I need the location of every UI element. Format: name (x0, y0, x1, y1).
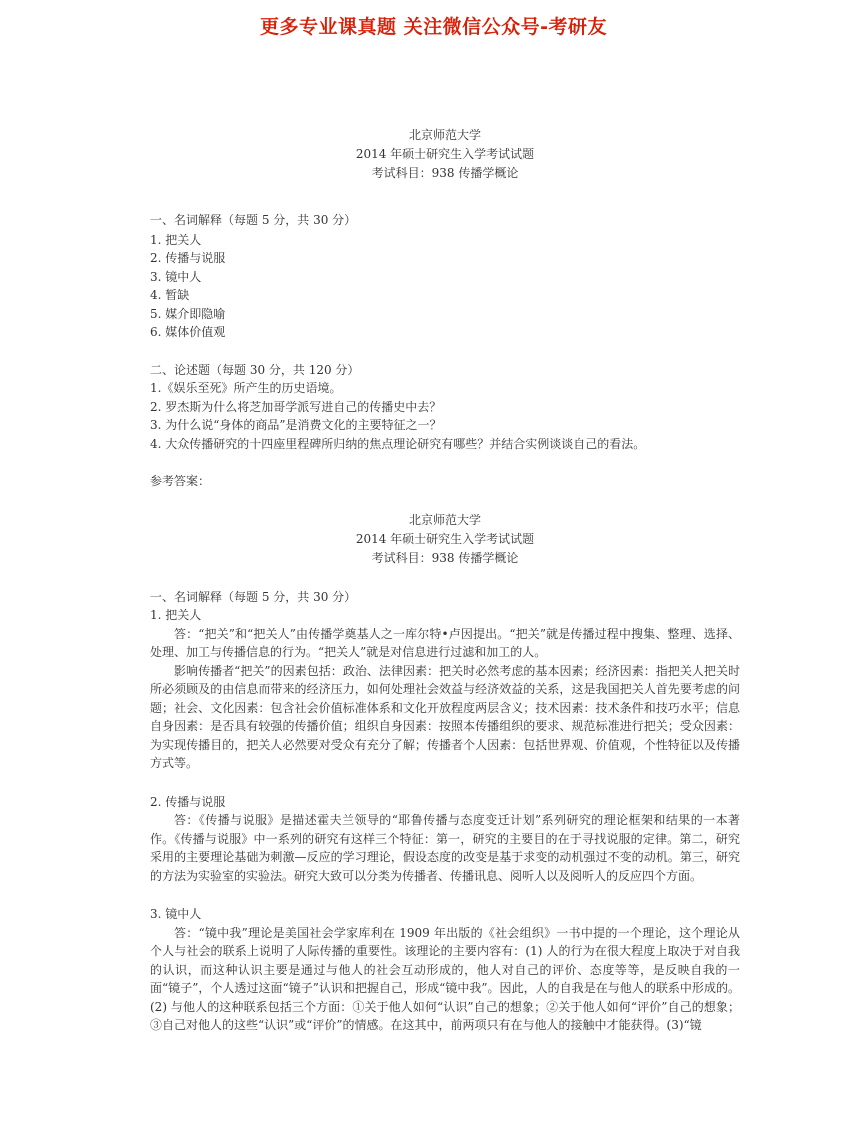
list-item: 5. 媒介即隐喻 (150, 306, 226, 321)
answer-paragraph: 答：“镜中我”理论是美国社会学家库利在 1909 年出版的《社会组织》一书中提的一个理论，这个理论从个人与社会的联系上说明了人际传播的重要性。该理论的主要内容有：(1) 人的行为在很大程度上取决于对自我的认识，而这种认识主要是通过与他人的社会互动形成的，他人对自己的评价、态度等等，是反映自我的一面“镜子”，个人透过这面“镜子”认识和把握自己，形成“镜中我”。因此，人的自我是在与他人的联系中形成的。(2) 与他人的这种联系包括三个方面：①关于他人如何“认识”自己的想象；②关于他人如何“评价”自己的想象；③自己对他人的这些“认识”或“评价”的情感。在这其中，前两项只有在与他人的接触中才能获得。(3)“镜 (150, 925, 740, 1032)
answer-title: 3. 镜中人 (150, 907, 202, 921)
university-name: 北京师范大学 (408, 512, 481, 527)
section-essays (150, 361, 740, 454)
exam-document (150, 126, 740, 1035)
exam-subject: 考试科目：938 传播学概论 (371, 166, 519, 180)
section-title: 二、论述题（每题 30 分，共 120 分） (150, 362, 360, 377)
list-item: 2. 罗杰斯为什么将芝加哥学派写进自己的传播史中去？ (150, 399, 442, 414)
list-item: 3. 镜中人 (150, 269, 202, 284)
promo-banner: 更多专业课真题 关注微信公众号-考研友 (259, 16, 607, 38)
section-terms (150, 211, 740, 342)
list-item: 3. 为什么说“身体的商品”是消费文化的主要特征之一？ (150, 418, 442, 432)
exam-header (150, 126, 740, 183)
answer-title: 1. 把关人 (150, 608, 202, 622)
answer-paragraph: 答：《传播与说服》是描述霍夫兰领导的“耶鲁传播与态度变迁计划”系列研究的理论框架和结果的一本著作。《传播与说服》中一系列的研究有这样三个特征：第一，研究的主要目的在于寻找说服的定律。第二，研究采用的主要理论基础为刺激—反应的学习理论，假设态度的改变是基于求变的动机强过不变的动机。第三，研究的方法为实验室的实验法。研究大致可以分类为传播者、传播讯息、阅听人以及阅听人的反应四个方面。 (150, 813, 740, 883)
list-item: 4. 暂缺 (150, 288, 190, 302)
section-title: 一、名词解释（每题 5 分，共 30 分） (150, 213, 357, 227)
answers-section (150, 588, 740, 1035)
exam-title: 2014 年硕士研究生入学考试试题 (355, 531, 535, 546)
answer-header (150, 511, 740, 568)
reference-answers-label: 参考答案： (150, 474, 211, 488)
list-item: 4. 大众传播研究的十四座里程碑所归纳的焦点理论研究有哪些？并结合实例谈谈自己的看法。 (150, 436, 646, 451)
exam-subject: 考试科目：938 传播学概论 (371, 550, 519, 565)
exam-title: 2014 年硕士研究生入学考试试题 (355, 147, 535, 161)
section-title: 一、名词解释（每题 5 分，共 30 分） (150, 589, 357, 604)
list-item: 6. 媒体价值观 (150, 325, 226, 339)
answer-paragraph: 答：“把关”和“把关人”由传播学奠基人之一库尔特•卢因提出。“把关”就是传播过程中搜集、整理、选择、处理、加工与传播信息的行为。“把关人”就是对信息进行过滤和加工的人。 (150, 626, 740, 659)
list-item: 1. 把关人 (150, 232, 202, 247)
answer-paragraph: 影响传播者“把关”的因素包括：政治、法律因素：把关时必然考虑的基本因素；经济因素：指把关人把关时所必须顾及的由信息而带来的经济压力，如何处理社会效益与经济效益的关系，这是我国把关人首先要考虑的问题；社会、文化因素：包含社会价值标准体系和文化开放程度两层含义；技术因素：技术条件和技巧水平；信息自身因素：是否具有较强的传播价值；组织自身因素：按照本传播组织的要求、规范标准进行把关；受众因素：为实现传播目的，把关人必然要对受众有充分了解；传播者个人因素：包括世界观、价值观，个性特征以及传播方式等。 (150, 663, 740, 770)
answer-title: 2. 传播与说服 (150, 794, 226, 809)
list-item: 2. 传播与说服 (150, 251, 226, 265)
list-item: 1.《娱乐至死》所产生的历史语境。 (150, 381, 342, 395)
university-name: 北京师范大学 (408, 128, 481, 142)
